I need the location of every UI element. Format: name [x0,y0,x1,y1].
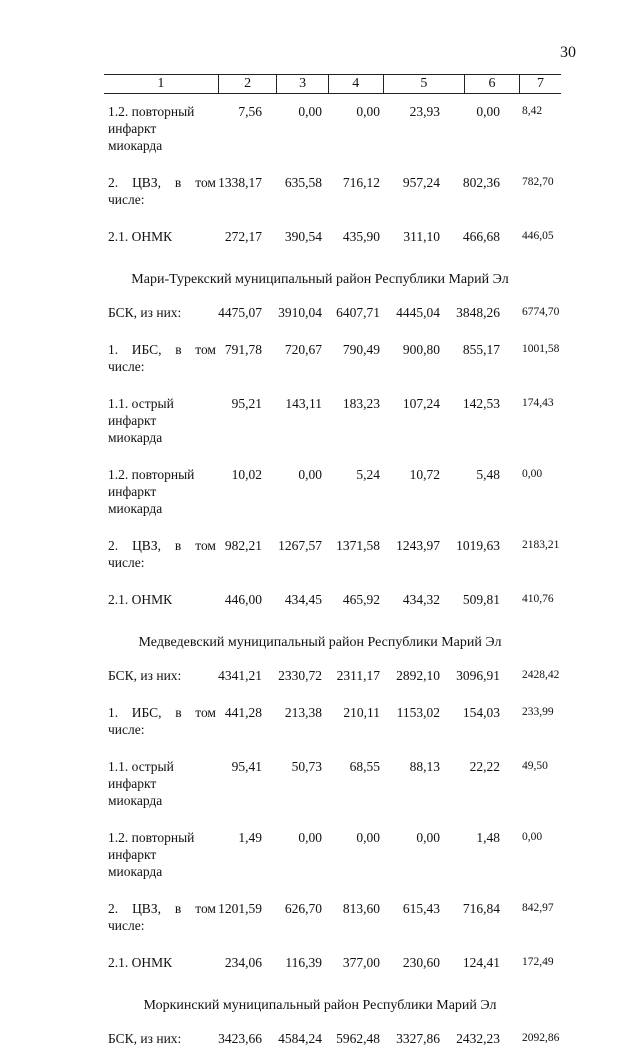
value-col-3: 213,38 [284,705,322,720]
value-col-2: 791,78 [224,342,262,357]
row-label-line: инфаркт [108,776,157,791]
row-label [108,341,216,375]
value-col-7: 233,99 [522,706,554,718]
value-col-5: 1243,97 [396,538,440,553]
value-col-7: 782,70 [522,176,554,188]
value-col-6: 466,68 [462,229,500,244]
value-col-5: 230,60 [402,955,440,970]
row-label-line: числе: [108,918,145,933]
value-col-5: 1153,02 [396,705,440,720]
value-col-2: 95,41 [231,759,262,774]
value-col-4: 183,23 [342,396,380,411]
row-label-line: 2.1. ОНМК [108,229,173,244]
row-label [108,466,216,517]
row-label-line: миокарда [108,864,163,879]
value-col-6: 716,84 [462,901,500,916]
value-col-6: 1,48 [476,830,500,845]
row-label [108,395,216,446]
value-col-2: 95,21 [231,396,262,411]
value-col-7: 410,76 [522,593,554,605]
value-col-4: 377,00 [342,955,380,970]
value-col-2: 7,56 [238,104,262,119]
value-col-5: 4445,04 [396,305,440,320]
row-label-line: миокарда [108,138,163,153]
row-label [108,304,216,321]
value-col-4: 5962,48 [336,1031,380,1046]
value-col-6: 802,36 [462,175,500,190]
row-label-line: числе: [108,722,145,737]
row-label-line: 2. ЦВЗ, в том [108,901,216,916]
header-col-3: 3 [276,75,327,93]
value-col-3: 0,00 [298,830,322,845]
value-col-6: 3096,91 [456,668,500,683]
value-col-7: 446,05 [522,230,554,242]
section-title: Мари-Турекский муниципальный район Республики Марий Эл [131,272,509,287]
value-col-6: 22,22 [469,759,500,774]
value-col-4: 790,49 [342,342,380,357]
value-col-5: 434,32 [402,592,440,607]
value-col-5: 2892,10 [396,668,440,683]
value-col-3: 720,67 [284,342,322,357]
value-col-7: 6774,70 [522,306,560,318]
value-col-7: 2183,21 [522,539,560,551]
row-label-line: 2. ЦВЗ, в том [108,175,216,190]
value-col-5: 957,24 [402,175,440,190]
value-col-2: 4341,21 [218,668,262,683]
row-label-line: числе: [108,555,145,570]
value-col-3: 0,00 [298,104,322,119]
value-col-7: 0,00 [522,831,543,843]
value-col-6: 1019,63 [456,538,500,553]
value-col-3: 0,00 [298,467,322,482]
value-col-2: 1,49 [238,830,262,845]
value-col-4: 465,92 [342,592,380,607]
value-col-2: 272,17 [224,229,262,244]
row-label-line: 1.2. повторный [108,830,195,845]
value-col-5: 10,72 [409,467,440,482]
value-col-5: 900,80 [402,342,440,357]
row-label [108,591,216,608]
row-label [108,103,216,154]
value-col-4: 68,55 [349,759,380,774]
value-col-5: 0,00 [416,830,440,845]
value-col-4: 0,00 [356,104,380,119]
row-label-line: миокарда [108,430,163,445]
value-col-4: 813,60 [342,901,380,916]
value-col-4: 210,11 [343,705,380,720]
row-label-line: инфаркт [108,121,157,136]
row-label-line: 1.1. острый [108,759,174,774]
row-label-line: 1. ИБС, в том [108,705,216,720]
value-col-4: 2311,17 [336,668,380,683]
table-header [104,74,561,94]
row-label [108,174,216,208]
header-col-1: 1 [157,76,165,91]
row-label-line: числе: [108,192,145,207]
section-title: Моркинский муниципальный район Республики Марий Эл [143,998,497,1013]
row-label-line: числе: [108,359,145,374]
value-col-5: 23,93 [409,104,440,119]
value-col-7: 49,50 [522,760,548,772]
row-label-line: 2. ЦВЗ, в том [108,538,216,553]
row-label [108,900,216,934]
row-label-line: БСК, из них: [108,668,182,683]
row-label [108,537,216,571]
value-col-4: 5,24 [356,467,380,482]
row-label-line: миокарда [108,793,163,808]
row-label [108,667,216,684]
value-col-4: 716,12 [342,175,380,190]
value-col-6: 0,00 [476,104,500,119]
row-label-line: 2.1. ОНМК [108,592,173,607]
value-col-2: 234,06 [224,955,262,970]
row-label-line: БСК, из них: [108,305,182,320]
row-label-line: 1. ИБС, в том [108,342,216,357]
value-col-3: 626,70 [284,901,322,916]
value-col-6: 855,17 [462,342,500,357]
value-col-3: 143,11 [285,396,322,411]
value-col-3: 116,39 [285,955,322,970]
value-col-3: 4584,24 [278,1031,322,1046]
value-col-7: 1001,58 [522,343,560,355]
value-col-2: 446,00 [224,592,262,607]
value-col-6: 509,81 [462,592,500,607]
value-col-3: 3910,04 [278,305,322,320]
value-col-5: 107,24 [402,396,440,411]
value-col-3: 434,45 [284,592,322,607]
value-col-2: 982,21 [224,538,262,553]
value-col-4: 1371,58 [336,538,380,553]
row-label [108,1030,216,1047]
value-col-3: 635,58 [284,175,322,190]
value-col-5: 3327,86 [396,1031,440,1046]
row-label-line: 2.1. ОНМК [108,955,173,970]
value-col-5: 615,43 [402,901,440,916]
value-col-2: 4475,07 [218,305,262,320]
value-col-3: 50,73 [291,759,322,774]
value-col-4: 435,90 [342,229,380,244]
row-label-line: 1.2. повторный [108,467,195,482]
row-label-line: 1.1. острый [108,396,174,411]
row-label [108,829,216,880]
value-col-2: 1338,17 [218,175,262,190]
row-label-line: БСК, из них: [108,1031,182,1046]
header-col-2: 2 [218,75,277,93]
row-label-line: инфаркт [108,413,157,428]
value-col-6: 5,48 [476,467,500,482]
header-col-7: 7 [519,75,561,93]
value-col-3: 2330,72 [278,668,322,683]
value-col-5: 88,13 [409,759,440,774]
value-col-7: 8,42 [522,105,543,117]
row-label [108,228,216,245]
value-col-6: 154,03 [462,705,500,720]
section-title: Медведевский муниципальный район Республики Марий Эл [138,635,502,650]
value-col-7: 2092,86 [522,1032,560,1044]
value-col-2: 10,02 [231,467,262,482]
value-col-7: 174,43 [522,397,554,409]
row-label [108,704,216,738]
row-label-line: 1.2. повторный [108,104,195,119]
row-label-line: миокарда [108,501,163,516]
value-col-7: 172,49 [522,956,554,968]
value-col-7: 2428,42 [522,669,560,681]
header-col-4: 4 [328,75,383,93]
value-col-4: 6407,71 [336,305,380,320]
page-number: 30 [560,44,576,61]
value-col-7: 842,97 [522,902,554,914]
value-col-6: 124,41 [462,955,500,970]
row-label-line: инфаркт [108,484,157,499]
value-col-2: 3423,66 [218,1031,262,1046]
row-label [108,758,216,809]
row-label-line: инфаркт [108,847,157,862]
value-col-5: 311,10 [403,229,440,244]
value-col-3: 390,54 [284,229,322,244]
header-col-6: 6 [464,75,519,93]
value-col-2: 441,28 [224,705,262,720]
value-col-3: 1267,57 [278,538,322,553]
value-col-6: 142,53 [462,396,500,411]
value-col-6: 3848,26 [456,305,500,320]
value-col-4: 0,00 [356,830,380,845]
value-col-2: 1201,59 [218,901,262,916]
value-col-7: 0,00 [522,468,543,480]
header-col-5: 5 [383,75,464,93]
row-label [108,954,216,971]
value-col-6: 2432,23 [456,1031,500,1046]
